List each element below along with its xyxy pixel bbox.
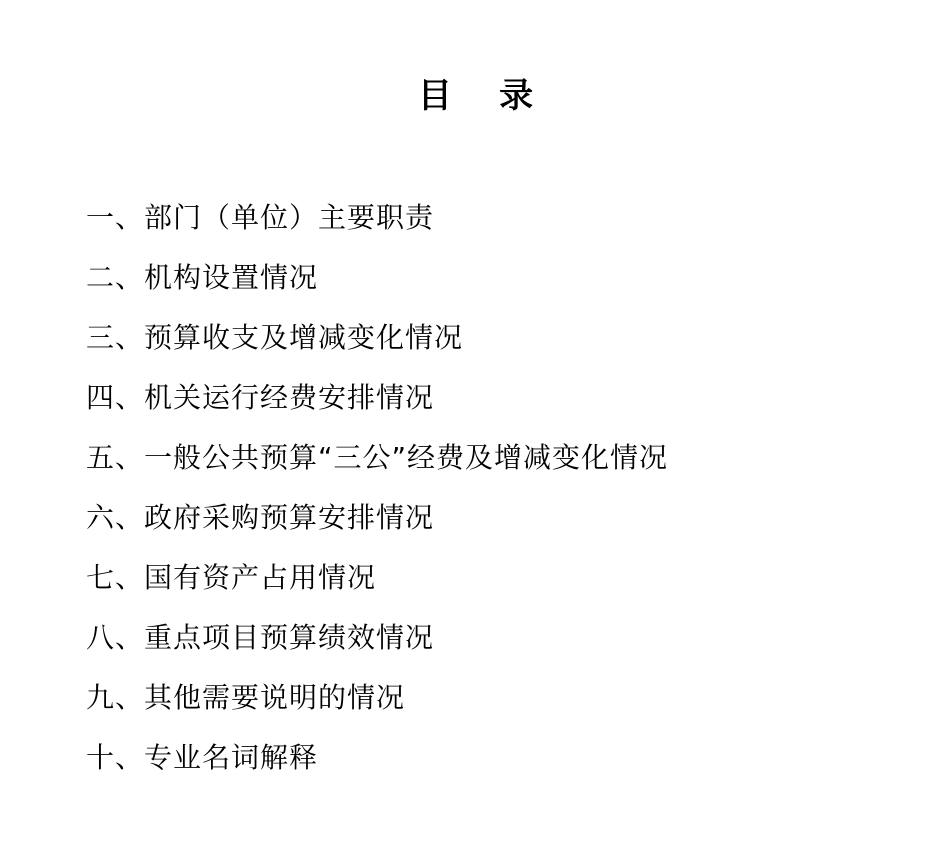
toc-item-5: 五、一般公共预算“三公”经费及增减变化情况 — [86, 441, 669, 474]
table-of-contents — [86, 190, 668, 790]
toc-item-8: 八、重点项目预算绩效情况 — [86, 621, 435, 654]
toc-item-2: 二、机构设置情况 — [86, 261, 319, 294]
toc-item-3: 三、预算收支及增减变化情况 — [86, 321, 464, 354]
toc-item-9: 九、其他需要说明的情况 — [86, 681, 406, 714]
page-title: 目 录 — [417, 76, 534, 116]
toc-item-1: 一、部门（单位）主要职责 — [86, 201, 435, 234]
toc-item-10: 十、专业名词解释 — [86, 741, 319, 774]
toc-item-7: 七、国有资产占用情况 — [86, 561, 377, 594]
toc-item-6: 六、政府采购预算安排情况 — [86, 501, 435, 534]
toc-item-4: 四、机关运行经费安排情况 — [86, 381, 435, 414]
